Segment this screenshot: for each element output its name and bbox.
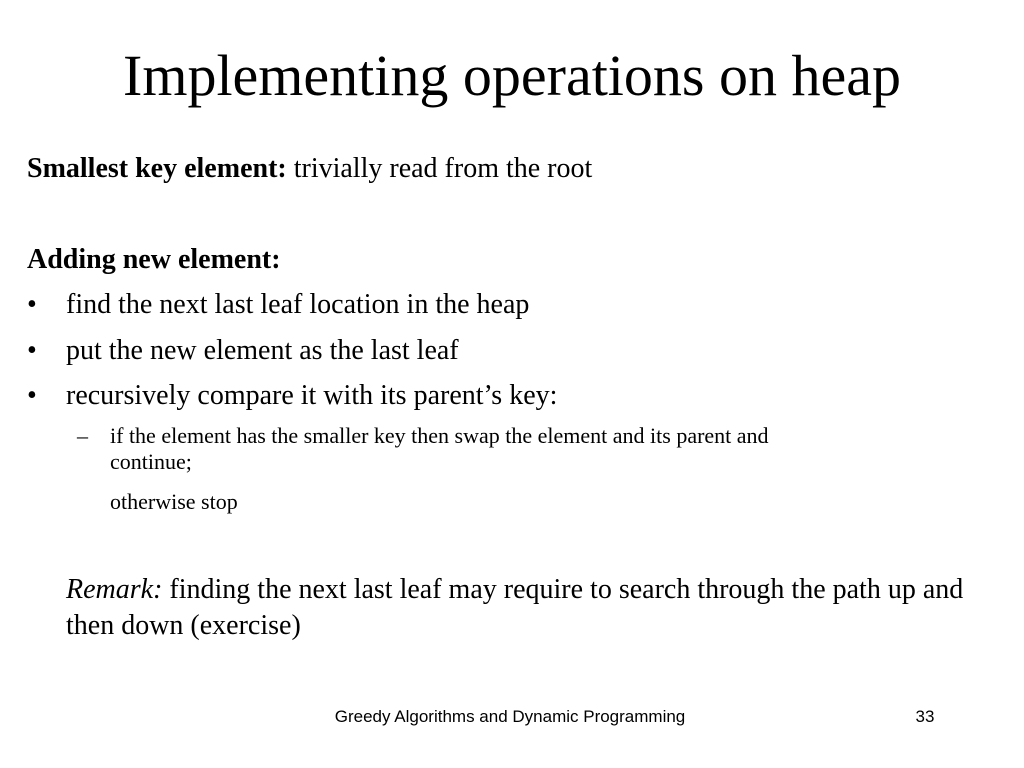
- sub-bullet-line: if the element has the smaller key then swap the element and its parent and: [110, 423, 769, 448]
- adding-element-heading: Adding new element:: [27, 244, 281, 275]
- smallest-key-label: Smallest key element:: [27, 153, 287, 184]
- sub-bullet-mark: –: [77, 423, 88, 448]
- bullet-mark: •: [27, 380, 37, 411]
- sub-bullet-line: otherwise stop: [110, 489, 238, 514]
- smallest-key-text: trivially read from the root: [286, 153, 593, 184]
- remark-text: finding the next last leaf may require to search through the path up and then down (exercise): [66, 574, 964, 641]
- footer-title: Greedy Algorithms and Dynamic Programming: [334, 707, 686, 726]
- slide-title: Implementing operations on heap: [123, 43, 901, 108]
- smallest-key-line: [27, 152, 592, 186]
- bullet-mark: •: [27, 289, 37, 320]
- page-number: 33: [915, 707, 935, 726]
- bullet-item: put the new element as the last leaf: [66, 335, 459, 366]
- bullet-item: recursively compare it with its parent’s key:: [66, 380, 558, 411]
- remark-paragraph: [66, 572, 1006, 644]
- bullet-item: find the next last leaf location in the heap: [66, 289, 530, 320]
- sub-bullet-line: continue;: [110, 449, 192, 474]
- remark-label: Remark:: [66, 574, 163, 605]
- bullet-mark: •: [27, 335, 37, 366]
